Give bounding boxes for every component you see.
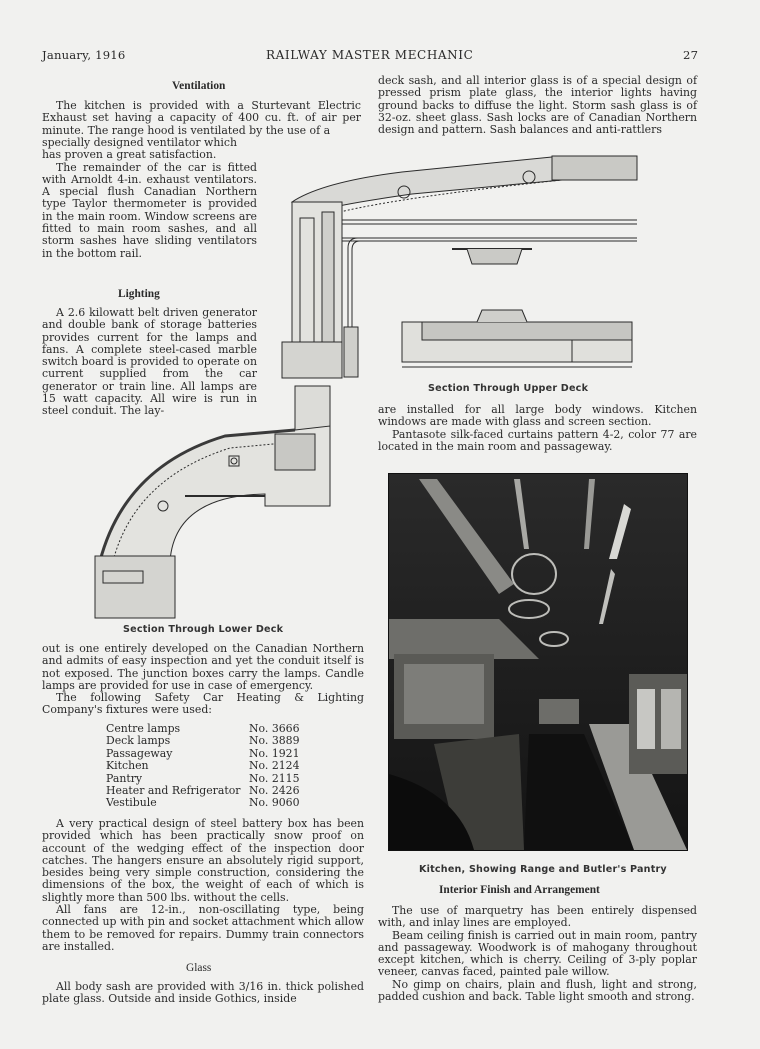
lighting-para1-cont: out is one entirely developed on the Canadian Northern and admits of easy inspection and yet the conduit itself is not exposed. The junction boxes carry the lamps. Candle lamps are provided for use in case of emergency. [42, 642, 364, 692]
upper-deck-section-drawing [282, 152, 642, 382]
fixture-name: Passageway [106, 746, 173, 760]
ventilation-para1-narrow: specially designed ventilator which has proven a great satisfaction. [42, 136, 237, 162]
caption-lower-deck: Section Through Lower Deck [123, 624, 284, 635]
lighting-para3: A very practical design of steel battery box has been provided which has been practically snow proof on account of the wedging effect of the inspection door catches. The hangers ensure an absolutely rigid support, besides being very simple construction, considering the dimensions of the box, the weight of each of which is slightly more than 500 lbs. without the cells. [42, 817, 364, 904]
lower-deck-section-drawing [95, 386, 335, 618]
fixture-name: Deck lamps [106, 734, 171, 748]
lighting-para2: The following Safety Car Heating & Lighting Company's fixtures were used: [42, 691, 364, 717]
fixture-name: Vestibule [106, 796, 157, 810]
fixture-name: Pantry [106, 771, 143, 785]
fixture-name: Centre lamps [106, 722, 181, 735]
fixture-name: Heater and Refrigerator [106, 784, 241, 798]
glass-continuation-top [378, 75, 697, 136]
lighting-para4: All fans are 12-in., non-oscillating type, being connected up with pin and socket attachment which allow them to be removed for repairs. Dummy train connectors are installed. [42, 903, 364, 953]
fixture-number: No. 1921 [249, 746, 300, 760]
heading-interior-finish: Interior Finish and Arrangement [439, 884, 600, 896]
page-number: 27 [683, 48, 699, 62]
interior-finish-text [378, 905, 697, 1003]
fixture-number: No. 9060 [249, 796, 300, 810]
ventilation-narrow-column [42, 137, 257, 260]
interior-para3: No gimp on chairs, plain and flush, light and strong, padded cushion and back. Table light smooth and strong. [378, 977, 697, 1004]
heading-lighting: Lighting [118, 288, 160, 300]
caption-kitchen-photo: Kitchen, Showing Range and Butler's Pantry [419, 864, 667, 875]
ventilation-paragraph-1 [42, 100, 361, 137]
ventilation-para2: The remainder of the car is fitted with Arnoldt 4-in. exhaust ventilators. A special flush Canadian Northern type Taylor thermometer is provided in the main room. Window screens are fitted to main room sashes, and all storm sashes have sliding ventilators in the bottom rail. [42, 160, 257, 260]
heading-ventilation: Ventilation [172, 80, 226, 92]
ventilation-para1-wide: The kitchen is provided with a Sturtevant Electric Exhaust set having a capacity of 400 cu. ft. of air per minute. The range hood is ventilated by the use of a [42, 99, 361, 137]
fixture-row [106, 735, 300, 747]
running-header-date: January, 1916 [42, 48, 126, 62]
glass-continuation-mid [378, 404, 697, 453]
glass-para1: All body sash are provided with 3/16 in. thick polished plate glass. Outside and inside Gothics, inside [42, 980, 364, 1006]
kitchen-photograph [388, 473, 688, 851]
running-header-journal: RAILWAY MASTER MECHANIC [266, 48, 474, 62]
fixture-number: No. 3889 [249, 734, 300, 748]
fixture-row [106, 760, 300, 772]
glass-paragraph [42, 981, 364, 1006]
battery-fans-text [42, 818, 364, 953]
fixture-number: No. 2426 [249, 784, 300, 798]
interior-para1: The use of marquetry has been entirely dispensed with, and inlay lines are employed. [378, 904, 697, 930]
caption-upper-deck: Section Through Upper Deck [428, 383, 589, 394]
fixture-name: Kitchen [106, 759, 149, 773]
glass-para2: Pantasote silk-faced curtains pattern 4-2, color 77 are located in the main room and passageway. [378, 427, 697, 453]
glass-para1-cont2: are installed for all large body windows. Kitchen windows are made with glass and screen section. [378, 403, 697, 429]
heading-glass: Glass [186, 962, 212, 974]
lighting-para1: A 2.6 kilowatt belt driven generator and double bank of storage batteries provides current for the lamps and fans. A complete steel-cased marble switch board is provided to operate on current supplied from the car generator or train line. All lamps are 15 watt capacity. All wire is run in steel conduit. The lay- [42, 306, 257, 418]
lighting-continuation [42, 643, 364, 717]
fixture-number: No. 3666 [249, 722, 300, 735]
fixtures-table [106, 723, 300, 810]
fixture-number: No. 2124 [249, 759, 300, 773]
interior-para2: Beam ceiling finish is carried out in main room, pantry and passageway. Woodwork is of mahogany throughout except kitchen, which is cherry. Ceiling of 3-ply poplar veneer, canvas faced, painted pale willow. [378, 928, 697, 979]
fixture-row [106, 797, 300, 809]
fixture-number: No. 2115 [249, 771, 300, 785]
glass-para1-cont: deck sash, and all interior glass is of a special design of pressed prism plate glass, the interior lights having ground backs to diffuse the light. Storm sash glass is of 32-oz. sheet glass. Sash locks are of Canadian Northern design and pattern. Sash balances and anti-rattlers [378, 74, 697, 137]
